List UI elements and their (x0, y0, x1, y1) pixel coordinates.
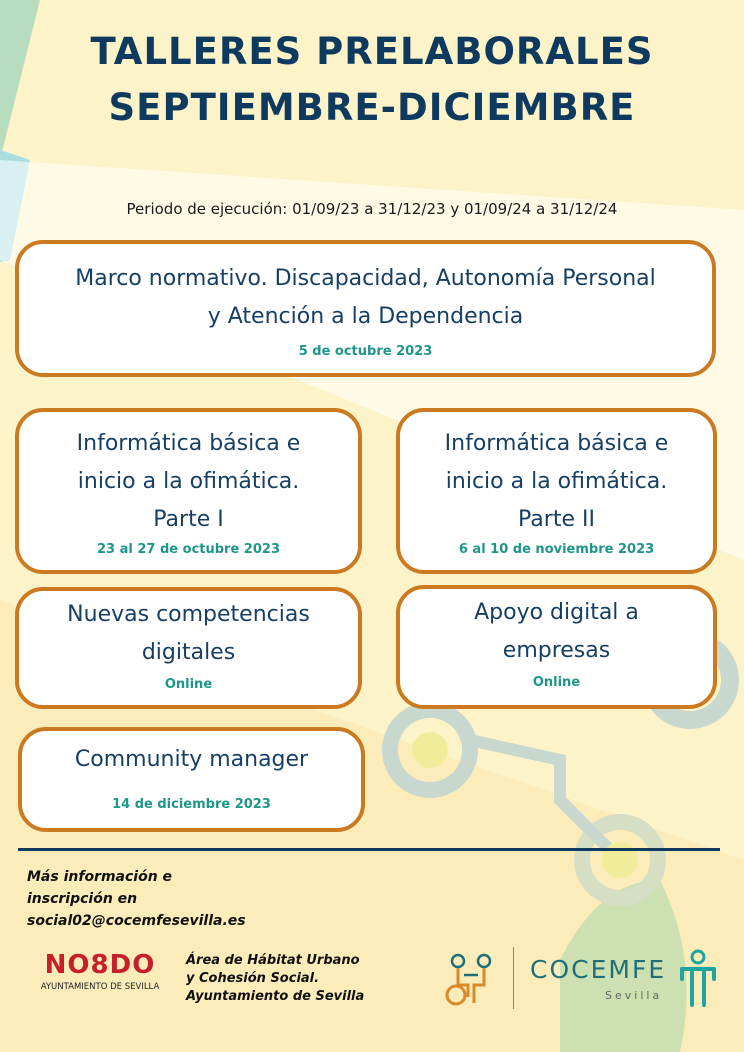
workshop-date: Online (164, 677, 213, 692)
workshop-card-informatica-parte-2 (396, 408, 717, 574)
execution-period: Periodo de ejecución: 01/09/23 a 31/12/23 y 01/09/24 a 31/12/24 (126, 200, 618, 218)
workshop-card-nuevas-competencias (15, 587, 362, 709)
workshop-title: Nuevas competencias (67, 602, 310, 627)
workshop-date: 6 al 10 de noviembre 2023 (458, 542, 655, 557)
page-title-line2: SEPTIEMBRE-DICIEMBRE (108, 86, 636, 129)
area-line: Área de Hábitat Urbano (186, 953, 360, 968)
contact-info-line: inscripción en (27, 891, 138, 907)
workshop-card-informatica-parte-1 (15, 408, 362, 574)
contact-email[interactable]: social02@cocemfesevilla.es (27, 913, 246, 929)
workshop-date: 23 al 27 de octubre 2023 (97, 542, 280, 557)
area-habitat-text (186, 952, 386, 1006)
cocemfe-logo (440, 945, 720, 1015)
workshop-date: 5 de octubre 2023 (298, 344, 433, 359)
accessibility-person-icon (678, 949, 718, 1009)
workshop-title: inicio a la ofimática. (445, 469, 668, 494)
contact-info (27, 866, 287, 932)
cocemfe-name: COCEMFE (530, 955, 667, 984)
workshop-title: Parte II (518, 507, 595, 532)
workshop-title: empresas (502, 638, 611, 663)
cocemfe-subtitle: Sevilla (605, 989, 663, 1002)
workshop-card-community-manager (18, 727, 365, 832)
footer-divider (18, 848, 720, 851)
workshop-date: 14 de diciembre 2023 (112, 797, 271, 812)
workshop-title: Community manager (74, 747, 309, 772)
contact-info-line: Más información e (27, 869, 173, 885)
workshop-date: Online (532, 675, 581, 690)
workshop-title: Informática básica e (444, 431, 669, 456)
workshop-title: inicio a la ofimática. (77, 469, 300, 494)
page-title-line1: TALLERES PRELABORALES (90, 30, 654, 73)
nodo-logo-text: NO8DO (44, 950, 156, 980)
area-line: y Cohesión Social. (186, 971, 320, 986)
logo-separator (513, 947, 514, 1009)
workshop-card-apoyo-digital (396, 585, 717, 709)
workshop-title: Apoyo digital a (474, 600, 639, 625)
area-line: Ayuntamiento de Sevilla (186, 989, 365, 1004)
workshop-title: digitales (141, 640, 236, 665)
people-icon (444, 951, 500, 1011)
workshop-title: Parte I (153, 507, 224, 532)
workshop-card-marco-normativo (15, 240, 716, 377)
nodo-logo (40, 950, 160, 992)
workshop-title: Informática básica e (76, 431, 301, 456)
workshop-title: Marco normativo. Discapacidad, Autonomía Personal (75, 266, 656, 291)
nodo-logo-subtitle: AYUNTAMIENTO DE SEVILLA (40, 982, 160, 992)
workshop-title: y Atención a la Dependencia (207, 304, 524, 329)
